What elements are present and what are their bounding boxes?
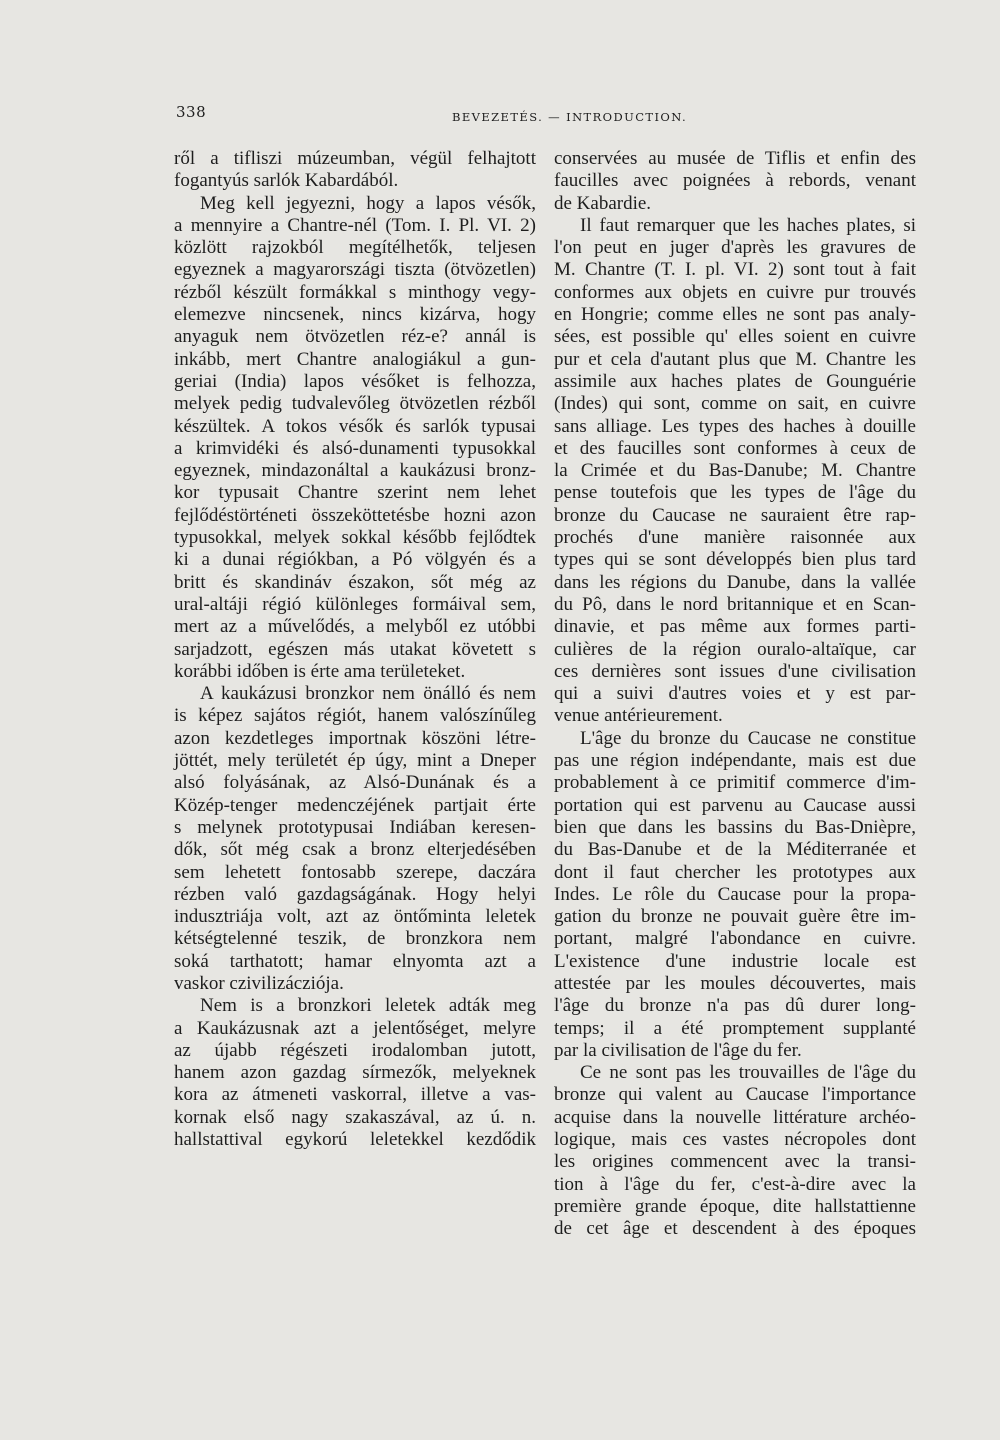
- french-text-line: venue antérieurement.: [554, 705, 723, 727]
- french-text-line: bronze du Caucase ne sauraient être rap-: [554, 504, 916, 526]
- hungarian-text-line: hanem azon gazdag sírmezők, melyeknek: [174, 1062, 536, 1084]
- french-text-line: (Indes) qui sont, comme on sait, en cuivre: [554, 393, 916, 415]
- hungarian-text-line: is képez sajátos régiót, hanem valószínűleg: [174, 705, 536, 727]
- french-text-line: dont il faut chercher les prototypes aux: [554, 861, 916, 883]
- hungarian-text-line: a krimvidéki és alsó-dunamenti typusokkal: [174, 437, 536, 459]
- hungarian-text-line: elemezve nincsenek, nincs kizárva, hogy: [174, 304, 536, 326]
- french-text-line: l'on peut en juger d'après les gravures de: [554, 237, 916, 259]
- hungarian-text-line: a mennyire a Chantre-nél (Tom. I. Pl. VI. 2): [174, 214, 536, 236]
- hungarian-text-line: fogantyús sarlók Kabardából.: [174, 170, 399, 192]
- french-text-line: sans alliage. Les types des haches à douille: [554, 415, 916, 437]
- hungarian-text-line: kora az átmeneti vaskorral, illetve a vas-: [174, 1084, 536, 1106]
- french-text-line: L'existence d'une industrie locale est: [554, 950, 916, 972]
- hungarian-text-line: korábbi időben is érte ama területeket.: [174, 660, 466, 682]
- hungarian-text-line: ural-altáji régió különleges formáival sem,: [174, 593, 536, 615]
- hungarian-text-line: anyaguk nem ötvözetlen réz-e? annál is: [174, 326, 536, 348]
- hungarian-text-line: Meg kell jegyezni, hogy a lapos vésők,: [200, 192, 536, 214]
- hungarian-text-line: sem lehetett fontosabb szerepe, daczára: [174, 861, 536, 883]
- french-text-line: pas une région indépendante, mais est due: [554, 750, 916, 772]
- hungarian-text-line: vaskor czivilizácziója.: [174, 972, 344, 994]
- french-text-line: en Hongrie; comme elles ne sont pas analy-: [554, 304, 916, 326]
- french-text-line: L'âge du bronze du Caucase ne constitue: [580, 727, 916, 749]
- hungarian-text-line: typusokkal, melyek sokkal később fejlődtek: [174, 527, 536, 549]
- hungarian-text-line: ről a tifliszi múzeumban, végül felhajtott: [174, 148, 536, 169]
- hungarian-text-line: azon kezdetleges importnak köszöni létre-: [174, 727, 536, 749]
- hungarian-text-line: Nem is a bronzkori leletek adták meg: [200, 995, 536, 1017]
- french-text-line: de Kabardie.: [554, 192, 652, 214]
- french-text-line: culières de la région ouralo-altaïque, car: [554, 638, 916, 660]
- french-text-line: faucilles avec poignées à rebords, venant: [554, 170, 916, 192]
- french-text-line: gation du bronze ne pouvait guère être im-: [554, 906, 916, 928]
- hungarian-text-line: jöttét, mely területét ép úgy, mint a Dneper: [174, 750, 536, 772]
- french-text-line: du Pô, dans le nord britannique et en Scan-: [554, 593, 916, 615]
- french-text-line: probablement à ce primitif commerce d'im-: [554, 772, 916, 794]
- french-text-line: dinavie, et pas même aux formes parti-: [554, 616, 916, 638]
- hungarian-text-line: ki a dunai régiókban, a Pó völgyén és a: [174, 549, 536, 571]
- french-text-line: bien que dans les bassins du Bas-Dnièpre,: [554, 816, 916, 838]
- hungarian-text-line: a Kaukázusnak azt a jelentőséget, melyre: [174, 1017, 536, 1039]
- hungarian-text-line: sarjadzott, egészen más utakat követett s: [174, 638, 536, 660]
- french-text-line: types qui se sont développés bien plus tard: [554, 549, 916, 571]
- hungarian-text-line: geriai (India) lapos vésőket is felhozza,: [174, 370, 536, 392]
- hungarian-text-column: [174, 148, 536, 1151]
- french-text-line: première grande époque, dite hallstattienne: [554, 1195, 916, 1217]
- hungarian-text-line: soká tarthatott; hamar elnyomta azt a: [174, 950, 536, 972]
- french-text-line: de cet âge et descendent à des époques: [554, 1218, 916, 1240]
- hungarian-text-line: dők, sőt még csak a bronz elterjedésében: [174, 839, 536, 861]
- french-text-line: pense toutefois que les types de l'âge du: [554, 482, 916, 504]
- french-text-line: pur et cela d'autant plus que M. Chantre les: [554, 348, 916, 370]
- hungarian-text-line: kornak első nagy szakaszával, az ú. n.: [174, 1106, 536, 1128]
- hungarian-text-line: alsó folyásának, az Alsó-Dunának és a: [174, 772, 536, 794]
- page-number: 338: [176, 103, 207, 121]
- french-text-line: bronze qui valent au Caucase l'importance: [554, 1084, 916, 1106]
- french-text-line: et des faucilles sont conformes à ceux de: [554, 437, 916, 459]
- french-text-line: l'âge du bronze n'a pas dû durer long-: [554, 995, 916, 1017]
- hungarian-text-line: az újabb régészeti irodalomban jutott,: [174, 1039, 536, 1061]
- hungarian-text-line: britt és skandináv északon, sőt még az: [174, 571, 536, 593]
- hungarian-text-line: mert az a művelődés, a melyből ez utóbbi: [174, 616, 536, 638]
- french-text-line: les origines commencent avec la transi-: [554, 1151, 916, 1173]
- hungarian-text-line: s melynek prototypusai Indiában keresen-: [174, 816, 536, 838]
- french-text-line: M. Chantre (T. I. pl. VI. 2) sont tout à fait: [554, 259, 916, 281]
- french-text-line: conformes aux objets en cuivre pur trouvés: [554, 281, 916, 303]
- hungarian-text-line: kor typusait Chantre szerint nem lehet: [174, 482, 536, 504]
- french-text-line: temps; il a été promptement supplanté: [554, 1017, 916, 1039]
- french-text-line: portant, malgré l'abondance en cuivre.: [554, 928, 916, 950]
- french-text-line: prochés d'une manière raisonnée aux: [554, 527, 916, 549]
- french-text-line: acquise dans la nouvelle littérature archéo-: [554, 1106, 916, 1128]
- hungarian-text-line: Közép-tenger medenczéjének partjait érte: [174, 794, 536, 816]
- french-text-line: Ce ne sont pas les trouvailles de l'âge du: [580, 1062, 916, 1084]
- french-text-line: sées, est possible qu' elles soient en cuivre: [554, 326, 916, 348]
- french-text-line: attestée par les moules découvertes, mais: [554, 972, 916, 994]
- hungarian-text-line: egyeznek, mindazonáltal a kaukázusi bronz-: [174, 460, 536, 482]
- hungarian-text-line: indusztriája volt, azt az öntőminta leletek: [174, 906, 536, 928]
- hungarian-text-line: készültek. A tokos vésők és sarlók typusai: [174, 415, 536, 437]
- hungarian-text-line: inkább, mert Chantre analogiákul a gun-: [174, 348, 536, 370]
- hungarian-text-line: kétségtelenné teszik, de bronzkora nem: [174, 928, 536, 950]
- french-text-column: [554, 148, 916, 1241]
- french-text-line: Il faut remarquer que les haches plates, si: [580, 214, 916, 236]
- french-text-line: ces dernières sont issues d'une civilisation: [554, 660, 916, 682]
- french-text-line: du Bas-Danube et de la Méditerranée et: [554, 839, 916, 861]
- hungarian-text-line: egyeznek a magyarországi tiszta (ötvözetlen): [174, 259, 536, 281]
- french-text-line: qui a suivi d'autres voies et y est par-: [554, 683, 916, 705]
- hungarian-text-line: közlött rajzokból megítélhetők, teljesen: [174, 237, 536, 259]
- hungarian-text-line: rézből készült formákkal s minthogy vegy-: [174, 281, 536, 303]
- french-text-line: Indes. Le rôle du Caucase pour la propa-: [554, 883, 916, 905]
- hungarian-text-line: rézben való gazdagságának. Hogy helyi: [174, 883, 536, 905]
- french-text-line: par la civilisation de l'âge du fer.: [554, 1039, 802, 1061]
- running-head: BEVEZETÉS. — INTRODUCTION.: [452, 110, 688, 124]
- hungarian-text-line: melyek pedig tudvalevőleg ötvözetlen rézből: [174, 393, 536, 415]
- hungarian-text-line: A kaukázusi bronzkor nem önálló és nem: [200, 683, 536, 705]
- french-text-line: dans les régions du Danube, dans la vallée: [554, 571, 916, 593]
- french-text-line: assimile aux haches plates de Gounguérie: [554, 370, 916, 392]
- french-text-line: la Crimée et du Bas-Danube; M. Chantre: [554, 460, 916, 482]
- french-text-line: logique, mais ces vastes nécropoles dont: [554, 1129, 916, 1151]
- french-text-line: tion à l'âge du fer, c'est-à-dire avec la: [554, 1173, 916, 1195]
- hungarian-text-line: fejlődéstörténeti összeköttetésbe hozni azon: [174, 504, 536, 526]
- hungarian-text-line: hallstattival egykorú leletekkel kezdődik: [174, 1129, 536, 1151]
- french-text-line: portation qui est parvenu au Caucase aussi: [554, 794, 916, 816]
- french-text-line: conservées au musée de Tiflis et enfin des: [554, 148, 916, 169]
